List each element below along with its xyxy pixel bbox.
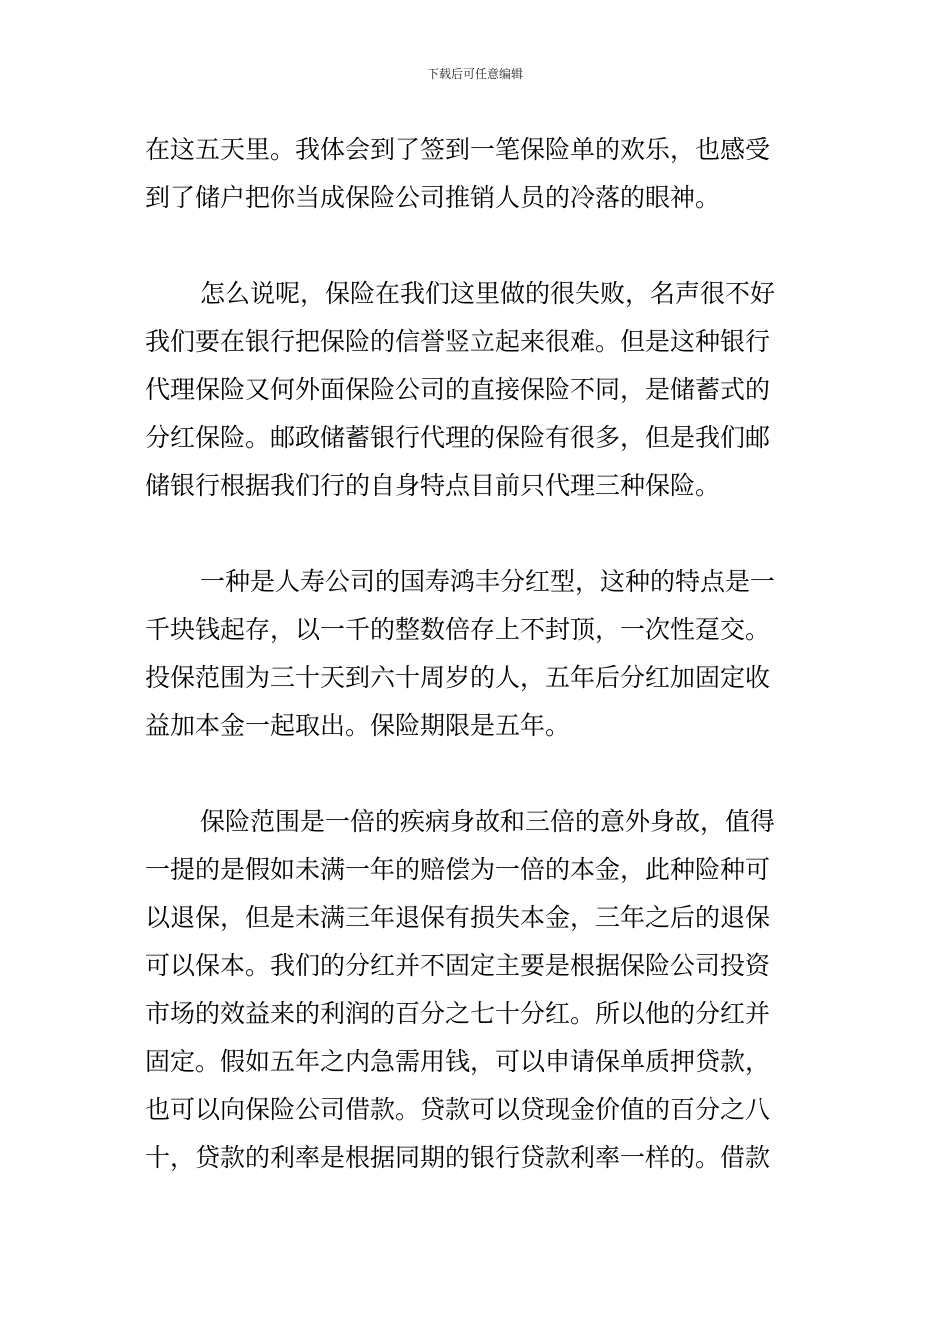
text-line: 到了储户把你当成保险公司推销人员的冷落的眼神。 [145,183,721,212]
text-line: 我们要在银行把保险的信誉竖立起来很难。但是这种银行 [145,327,771,356]
paragraph-gap [145,222,807,270]
text-line: 保险范围是一倍的疾病身故和三倍的意外身故，值得 [200,807,776,836]
text-line: 代理保险又何外面保险公司的直接保险不同，是储蓄式的 [145,375,771,404]
text-line: 可以保本。我们的分红并不固定主要是根据保险公司投资 [145,951,771,980]
text-line: 固定。假如五年之内急需用钱，可以申请保单质押贷款， [145,1047,771,1076]
paragraph-gap [145,510,807,558]
text-line: 分红保险。邮政储蓄银行代理的保险有很多，但是我们邮 [145,423,771,452]
paragraph-1 [145,126,807,222]
text-line: 一提的是假如未满一年的赔偿为一倍的本金，此种险种可 [145,855,771,884]
text-line: 益加本金一起取出。保险期限是五年。 [145,711,571,740]
text-line: 千块钱起存，以一千的整数倍存上不封顶，一次性趸交。 [145,615,771,644]
text-line: 市场的效益来的利润的百分之七十分红。所以他的分红并 [145,999,771,1028]
page-header: 下载后可任意编辑 [426,67,523,81]
text-line: 投保范围为三十天到六十周岁的人，五年后分红加固定收 [145,663,771,692]
paragraph-2 [145,270,807,510]
text-line: 一种是人寿公司的国寿鸿丰分红型，这种的特点是一 [200,567,776,596]
text-line: 十，贷款的利率是根据同期的银行贷款利率一样的。借款 [145,1143,771,1172]
paragraph-gap [145,750,807,798]
text-line: 在这五天里。我体会到了签到一笔保险单的欢乐，也感受 [145,135,771,164]
paragraph-3 [145,558,807,750]
text-line: 储银行根据我们行的自身特点目前只代理三种保险。 [145,471,721,500]
text-line: 也可以向保险公司借款。贷款可以贷现金价值的百分之八 [145,1095,771,1124]
document-body [145,126,807,1182]
paragraph-4 [145,798,807,1182]
text-line: 以退保，但是未满三年退保有损失本金，三年之后的退保 [145,903,771,932]
text-line: 怎么说呢，保险在我们这里做的很失败，名声很不好 [200,279,776,308]
